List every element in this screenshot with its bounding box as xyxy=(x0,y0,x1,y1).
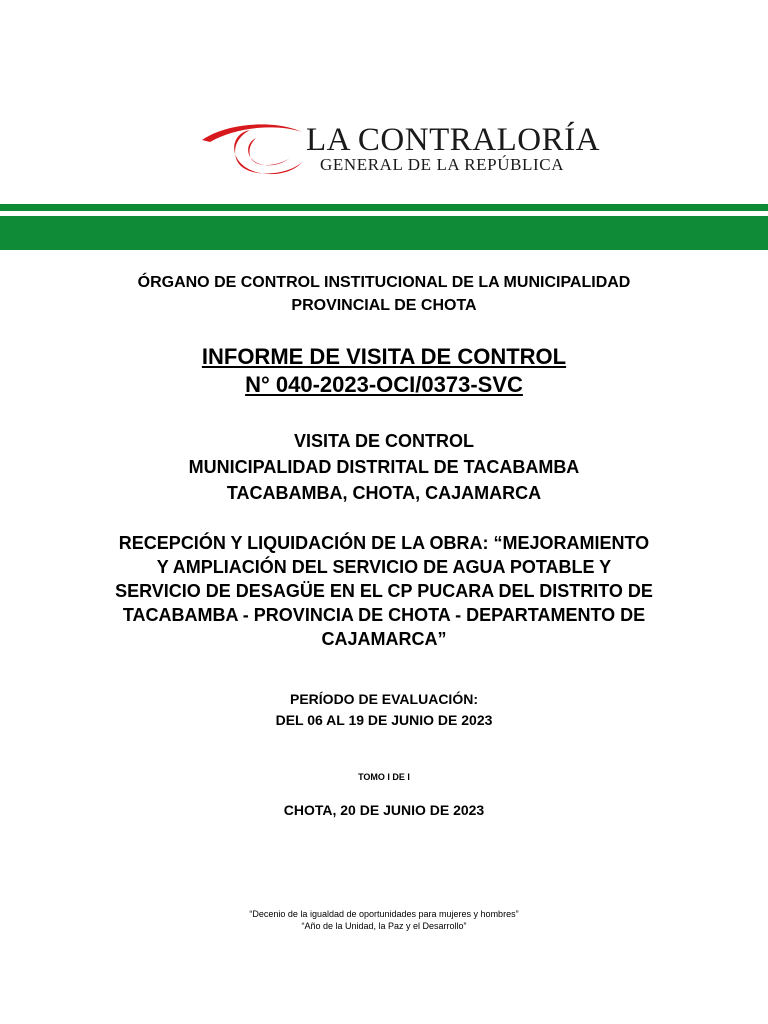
location-line: TACABAMBA, CHOTA, CAJAMARCA xyxy=(226,483,542,503)
place-date: CHOTA, 20 DE JUNIO DE 2023 xyxy=(283,802,485,818)
obra-description xyxy=(0,531,768,651)
obra-line: CAJAMARCA” xyxy=(321,629,447,649)
tomo-label: TOMO I DE I xyxy=(358,772,410,782)
periodo-range: DEL 06 AL 19 DE JUNIO DE 2023 xyxy=(275,712,493,728)
green-band-thin xyxy=(0,204,768,211)
visita-line: VISITA DE CONTROL xyxy=(294,431,474,451)
visita-heading xyxy=(0,428,768,506)
year-mottos xyxy=(0,908,768,932)
informe-number: N° 040-2023-OCI/0373-SVC xyxy=(245,372,523,397)
contraloria-logo xyxy=(198,118,600,182)
green-band-thick xyxy=(0,216,768,250)
contraloria-swoosh-icon xyxy=(198,118,308,182)
obra-line: RECEPCIÓN Y LIQUIDACIÓN DE LA OBRA: “MEJORAMIENTO xyxy=(118,533,650,553)
logo-subtitle: GENERAL DE LA REPÚBLICA xyxy=(320,155,565,174)
organo-line: ÓRGANO DE CONTROL INSTITUCIONAL DE LA MUNICIPALIDAD xyxy=(137,274,631,291)
entity-line: MUNICIPALIDAD DISTRITAL DE TACABAMBA xyxy=(188,457,580,477)
obra-line: Y AMPLIACIÓN DEL SERVICIO DE AGUA POTABLE Y xyxy=(156,557,612,577)
obra-line: SERVICIO DE DESAGÜE EN EL CP PUCARA DEL DISTRITO DE xyxy=(115,581,653,601)
obra-line: TACABAMBA - PROVINCIA DE CHOTA - DEPARTAMENTO DE xyxy=(122,605,646,625)
logo-title: LA CONTRALORÍA xyxy=(306,122,600,158)
periodo-label: PERÍODO DE EVALUACIÓN: xyxy=(290,691,478,707)
periodo-evaluacion xyxy=(0,689,768,731)
informe-line: INFORME DE VISITA DE CONTROL xyxy=(201,344,567,369)
motto-line: “Decenio de la igualdad de oportunidades para mujeres y hombres” xyxy=(249,909,519,919)
informe-title xyxy=(0,343,768,399)
organo-heading xyxy=(0,271,768,317)
organo-line: PROVINCIAL DE CHOTA xyxy=(291,297,477,314)
motto-line: “Año de la Unidad, la Paz y el Desarrollo” xyxy=(301,921,467,931)
